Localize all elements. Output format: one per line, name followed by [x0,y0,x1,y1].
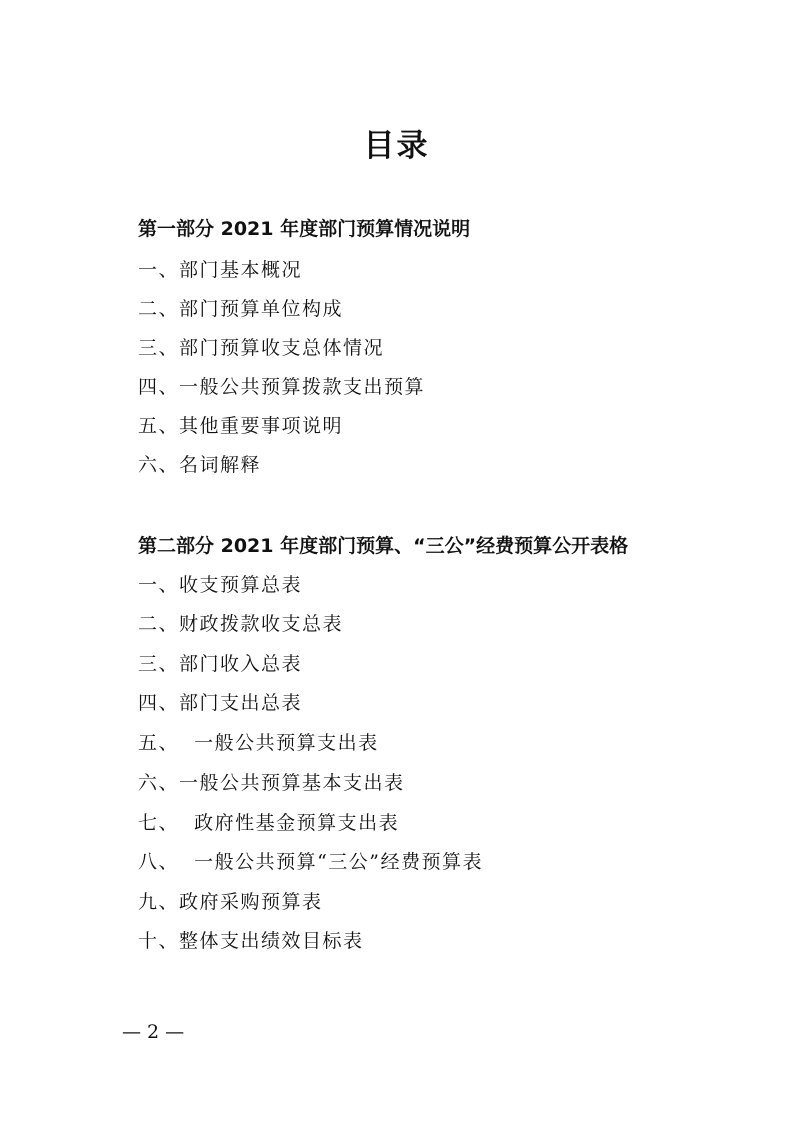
part2-item: 六、一般公共预算基本支出表 [138,772,405,794]
part2-item: 五、 一般公共预算支出表 [138,732,379,754]
part2-item: 二、财政拨款收支总表 [138,613,344,635]
part1-heading: 第一部分 2021 年度部门预算情况说明 [138,218,471,240]
part2-item: 九、政府采购预算表 [138,891,323,913]
part2-item: 三、部门收入总表 [138,653,303,675]
part2-item: 一、收支预算总表 [138,574,303,596]
part1-item: 二、部门预算单位构成 [138,298,344,320]
part2-item: 七、 政府性基金预算支出表 [138,812,400,834]
part2-heading: 第二部分 2021 年度部门预算、“三公”经费预算公开表格 [138,535,629,557]
part1-item: 六、名词解释 [138,454,262,476]
page-number: — 2 — [122,1021,185,1043]
part2-item: 十、整体支出绩效目标表 [138,930,364,952]
part1-item: 三、部门预算收支总体情况 [138,337,385,359]
part1-item: 一、部门基本概况 [138,259,303,281]
part1-item: 四、一般公共预算拨款支出预算 [138,376,426,398]
page-title: 目录 [363,128,430,164]
part2-item: 四、部门支出总表 [138,692,303,714]
part2-item: 八、 一般公共预算“三公”经费预算表 [138,851,484,873]
part1-item: 五、其他重要事项说明 [138,415,344,437]
